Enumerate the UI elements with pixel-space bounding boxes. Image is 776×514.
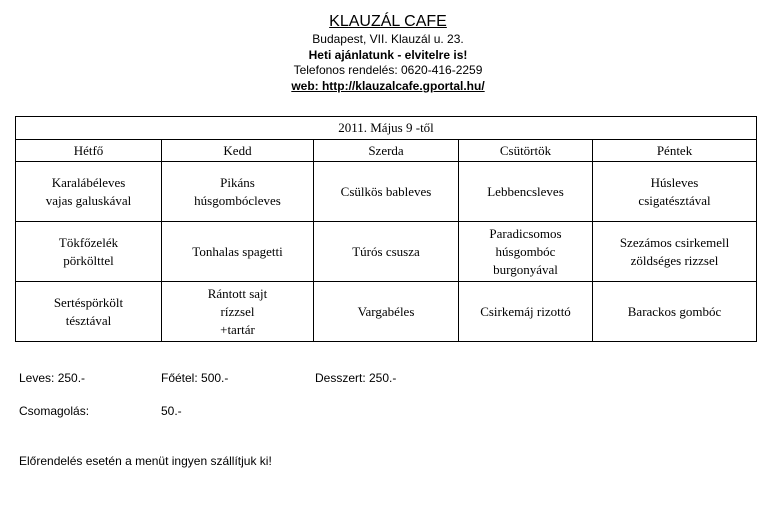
main-course-price: Főétel: 500.-	[161, 371, 229, 385]
meal-cell	[593, 162, 757, 222]
meal-cell	[459, 282, 593, 342]
meal-line: csigatésztával	[638, 192, 711, 208]
meal-row	[16, 222, 757, 282]
web-link[interactable]: web: http://klauzalcafe.gportal.hu/	[291, 78, 485, 93]
meal-line: Pikáns	[220, 174, 255, 190]
meal-cell	[459, 162, 593, 222]
cafe-title: KLAUZÁL CAFE	[329, 13, 447, 30]
meal-line: Csülkös bableves	[340, 183, 432, 199]
day-header: Csütörtök	[459, 140, 593, 162]
menu-date: 2011. Május 9 -től	[16, 117, 757, 140]
meal-line: +tartár	[220, 321, 255, 337]
phone-line: Telefonos rendelés: 0620-416-2259	[293, 63, 483, 77]
meal-cell	[314, 162, 459, 222]
meal-line: pörkölttel	[63, 252, 114, 268]
delivery-note: Előrendelés esetén a menüt ingyen szállítjuk ki!	[19, 454, 272, 468]
meal-line: Barackos gombóc	[627, 303, 722, 319]
meal-line: Húsleves	[650, 174, 699, 190]
meal-line: húsgombócleves	[194, 192, 281, 208]
meal-line: húsgombóc	[495, 243, 556, 259]
meal-line: Rántott sajt	[207, 285, 268, 301]
packaging-price: 50.-	[161, 404, 182, 418]
day-header: Hétfő	[16, 140, 162, 162]
meal-cell	[162, 162, 314, 222]
weekly-offer: Heti ajánlatunk - elvitelre is!	[308, 47, 468, 62]
meal-cell	[162, 222, 314, 282]
meal-line: Tökfőzelék	[58, 234, 119, 250]
meal-line: Tonhalas spagetti	[192, 243, 283, 259]
meal-cell	[314, 222, 459, 282]
meal-line: Lebbencsleves	[487, 183, 564, 199]
meal-line: Csirkemáj rizottó	[480, 303, 571, 319]
meal-line: Karalábéleves	[51, 174, 126, 190]
meal-line: Szezámos csirkemell	[619, 234, 730, 250]
date-row	[16, 117, 757, 140]
meal-line: burgonyával	[493, 261, 558, 277]
meal-line: vajas galuskával	[45, 192, 132, 208]
meal-line: rízzsel	[220, 303, 255, 319]
meal-cell	[593, 222, 757, 282]
meal-row	[16, 162, 757, 222]
day-header: Szerda	[314, 140, 459, 162]
meal-cell	[16, 282, 162, 342]
weekly-menu-table	[15, 116, 757, 342]
soup-price: Leves: 250.-	[19, 371, 86, 385]
meal-cell	[314, 282, 459, 342]
meal-row	[16, 282, 757, 342]
meal-line: Túrós csusza	[352, 243, 420, 259]
meal-line: Sertéspörkölt	[53, 294, 124, 310]
meal-line: zöldséges rizzsel	[630, 252, 719, 268]
days-row	[16, 140, 757, 162]
dessert-price: Desszert: 250.-	[315, 371, 397, 385]
meal-cell	[593, 282, 757, 342]
packaging-label: Csomagolás:	[19, 404, 90, 418]
meal-line: Paradicsomos	[489, 225, 562, 241]
meal-cell	[16, 162, 162, 222]
cafe-address: Budapest, VII. Klauzál u. 23.	[312, 32, 464, 46]
meal-cell	[459, 222, 593, 282]
meal-line: tésztával	[65, 312, 112, 328]
meal-cell	[16, 222, 162, 282]
menu-header	[0, 12, 776, 94]
day-header: Péntek	[593, 140, 757, 162]
meal-cell	[162, 282, 314, 342]
day-header: Kedd	[162, 140, 314, 162]
meal-line: Vargabéles	[357, 303, 415, 319]
